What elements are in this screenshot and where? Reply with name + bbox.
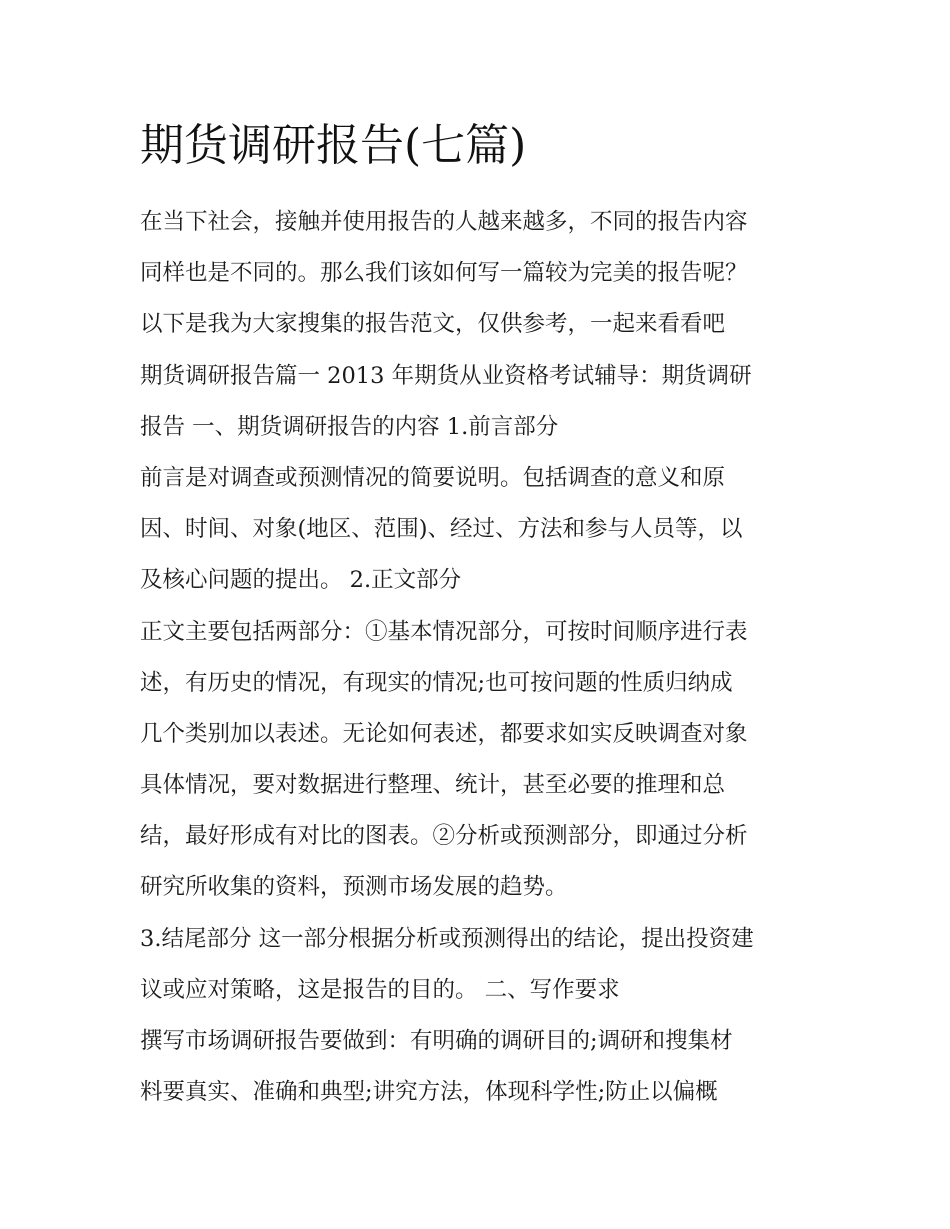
body-line: 撰写市场调研报告要做到：有明确的调研目的;调研和搜集材 bbox=[140, 1028, 733, 1054]
body-line: 及核心问题的提出。 2.正文部分 bbox=[140, 567, 462, 594]
body-line: 同样也是不同的。那么我们该如何写一篇较为完美的报告呢？ bbox=[140, 260, 748, 287]
body-line: 述，有历史的情况，有现实的情况;也可按问题的性质归纳成 bbox=[140, 669, 733, 696]
body-line: 具体情况，要对数据进行整理、统计，甚至必要的推理和总 bbox=[140, 772, 726, 799]
body-line: 3.结尾部分 这一部分根据分析或预测得出的结论，提出投资建 bbox=[140, 925, 754, 952]
document-title: 期货调研报告(七篇) bbox=[140, 120, 527, 171]
body-line: 前言是对调查或预测情况的简要说明。包括调查的意义和原 bbox=[140, 464, 726, 491]
body-line: 因、时间、对象(地区、范围)、经过、方法和参与人员等，以 bbox=[140, 516, 743, 543]
body-line: 结，最好形成有对比的图表。②分析或预测部分，即通过分析 bbox=[140, 823, 748, 850]
body-line: 在当下社会，接触并使用报告的人越来越多，不同的报告内容 bbox=[140, 209, 748, 235]
document-body bbox=[140, 197, 830, 1118]
body-line: 研究所收集的资料，预测市场发展的趋势。 bbox=[140, 874, 568, 901]
body-line: 正文主要包括两部分：①基本情况部分，可按时间顺序进行表 bbox=[140, 618, 748, 645]
body-line: 料要真实、准确和典型;讲究方法，体现科学性;防止以偏概 bbox=[140, 1079, 718, 1106]
body-line: 议或应对策略，这是报告的目的。 二、写作要求 bbox=[140, 976, 620, 1003]
body-line: 期货调研报告篇一 2013 年期货从业资格考试辅导：期货调研 bbox=[140, 362, 752, 389]
body-line: 以下是我为大家搜集的报告范文，仅供参考，一起来看看吧 bbox=[140, 311, 726, 338]
body-line: 报告 一、期货调研报告的内容 1.前言部分 bbox=[140, 413, 559, 440]
body-line: 几个类别加以表述。无论如何表述，都要求如实反映调查对象 bbox=[140, 720, 748, 747]
